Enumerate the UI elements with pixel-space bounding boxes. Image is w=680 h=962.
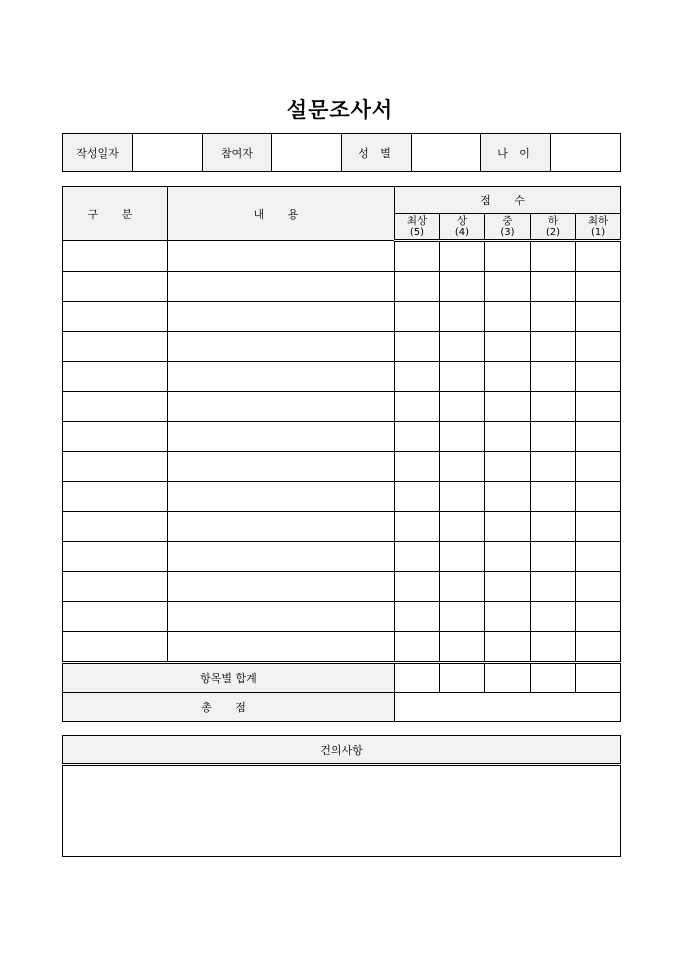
- category-cell[interactable]: [63, 512, 168, 542]
- score-cell[interactable]: [531, 632, 576, 663]
- category-cell[interactable]: [63, 452, 168, 482]
- table-row: [63, 452, 621, 482]
- table-row: [63, 482, 621, 512]
- suggestions-table: [62, 735, 621, 857]
- page-title: 설문조사서: [286, 98, 394, 122]
- score-cell[interactable]: [440, 572, 485, 602]
- score-cell[interactable]: [440, 512, 485, 542]
- score-cell[interactable]: [440, 302, 485, 332]
- score-level-header: [485, 214, 531, 241]
- score-cell[interactable]: [576, 302, 621, 332]
- score-level-label: 상: [456, 215, 468, 227]
- suggestions-field[interactable]: [63, 765, 621, 857]
- content-cell[interactable]: [168, 452, 395, 482]
- score-cell[interactable]: [485, 632, 531, 663]
- table-row: [63, 512, 621, 542]
- score-cell[interactable]: [440, 272, 485, 302]
- category-cell[interactable]: [63, 272, 168, 302]
- score-cell[interactable]: [485, 452, 531, 482]
- total-label: 총 점: [63, 693, 395, 722]
- subtotal-cell[interactable]: [531, 663, 576, 693]
- score-cell[interactable]: [531, 272, 576, 302]
- content-header: 내 용: [168, 187, 395, 241]
- score-cell[interactable]: [440, 422, 485, 452]
- table-row: [63, 362, 621, 392]
- score-cell[interactable]: [485, 602, 531, 632]
- table-row: [63, 422, 621, 452]
- content-cell[interactable]: [168, 512, 395, 542]
- score-level-label: 중: [502, 215, 513, 227]
- table-row: [63, 272, 621, 302]
- score-cell[interactable]: [395, 332, 440, 362]
- table-row: [63, 392, 621, 422]
- score-cell[interactable]: [395, 302, 440, 332]
- score-cell[interactable]: [576, 452, 621, 482]
- score-cell[interactable]: [485, 512, 531, 542]
- content-cell[interactable]: [168, 332, 395, 362]
- score-cell[interactable]: [531, 422, 576, 452]
- score-cell[interactable]: [531, 512, 576, 542]
- score-cell[interactable]: [395, 362, 440, 392]
- score-cell[interactable]: [395, 392, 440, 422]
- score-cell[interactable]: [395, 272, 440, 302]
- score-cell[interactable]: [485, 241, 531, 272]
- score-cell[interactable]: [531, 542, 576, 572]
- score-header: 점 수: [395, 187, 621, 214]
- score-cell[interactable]: [485, 422, 531, 452]
- category-cell[interactable]: [63, 602, 168, 632]
- date-label: 작성일자: [63, 134, 133, 172]
- score-cell[interactable]: [576, 392, 621, 422]
- score-cell[interactable]: [485, 392, 531, 422]
- score-cell[interactable]: [531, 482, 576, 512]
- score-cell[interactable]: [485, 482, 531, 512]
- score-level-value: (4): [454, 227, 470, 238]
- score-cell[interactable]: [576, 272, 621, 302]
- score-cell[interactable]: [531, 602, 576, 632]
- content-cell[interactable]: [168, 241, 395, 272]
- score-cell[interactable]: [440, 482, 485, 512]
- score-cell[interactable]: [440, 241, 485, 272]
- score-cell[interactable]: [576, 332, 621, 362]
- subtotal-label: 항목별 합계: [63, 663, 395, 693]
- content-cell[interactable]: [168, 632, 395, 663]
- score-cell[interactable]: [395, 512, 440, 542]
- score-cell[interactable]: [440, 602, 485, 632]
- subtotal-row: [63, 663, 621, 693]
- date-field[interactable]: [133, 134, 203, 172]
- table-row: [63, 332, 621, 362]
- category-cell[interactable]: [63, 572, 168, 602]
- score-cell[interactable]: [531, 572, 576, 602]
- content-cell[interactable]: [168, 392, 395, 422]
- score-cell[interactable]: [485, 272, 531, 302]
- score-level-header: [440, 214, 485, 241]
- table-row: [63, 542, 621, 572]
- score-cell[interactable]: [395, 422, 440, 452]
- score-level-label: 최상: [406, 215, 428, 227]
- total-row: [63, 693, 621, 722]
- score-cell[interactable]: [395, 632, 440, 663]
- score-cell[interactable]: [440, 332, 485, 362]
- score-cell[interactable]: [576, 632, 621, 663]
- score-cell[interactable]: [395, 241, 440, 272]
- content-cell[interactable]: [168, 572, 395, 602]
- info-table: [62, 133, 621, 172]
- score-cell[interactable]: [485, 362, 531, 392]
- score-level-header: [531, 214, 576, 241]
- subtotal-cell[interactable]: [395, 663, 440, 693]
- content-cell[interactable]: [168, 482, 395, 512]
- category-cell[interactable]: [63, 422, 168, 452]
- category-cell[interactable]: [63, 542, 168, 572]
- score-cell[interactable]: [395, 602, 440, 632]
- score-cell[interactable]: [485, 332, 531, 362]
- score-cell[interactable]: [485, 302, 531, 332]
- content-cell[interactable]: [168, 302, 395, 332]
- category-cell[interactable]: [63, 332, 168, 362]
- table-row: [63, 302, 621, 332]
- score-cell[interactable]: [440, 452, 485, 482]
- score-level-value: (5): [409, 227, 425, 238]
- content-cell[interactable]: [168, 362, 395, 392]
- score-cell[interactable]: [531, 392, 576, 422]
- score-cell[interactable]: [576, 602, 621, 632]
- category-cell[interactable]: [63, 482, 168, 512]
- content-cell[interactable]: [168, 602, 395, 632]
- score-cell[interactable]: [531, 302, 576, 332]
- score-cell[interactable]: [395, 452, 440, 482]
- suggestions-label: 건의사항: [63, 736, 621, 765]
- category-header: 구 분: [63, 187, 168, 241]
- score-cell[interactable]: [531, 332, 576, 362]
- score-level-label: 하: [547, 215, 559, 227]
- subtotal-cell[interactable]: [576, 663, 621, 693]
- content-cell[interactable]: [168, 272, 395, 302]
- score-level-value: (3): [500, 227, 515, 238]
- score-cell[interactable]: [576, 422, 621, 452]
- score-cell[interactable]: [440, 632, 485, 663]
- score-cell[interactable]: [440, 392, 485, 422]
- table-row: [63, 632, 621, 663]
- participant-field[interactable]: [272, 134, 342, 172]
- score-cell[interactable]: [576, 512, 621, 542]
- score-cell[interactable]: [440, 362, 485, 392]
- category-cell[interactable]: [63, 302, 168, 332]
- score-cell[interactable]: [440, 542, 485, 572]
- score-cell[interactable]: [576, 241, 621, 272]
- table-row: [63, 241, 621, 272]
- score-cell[interactable]: [395, 572, 440, 602]
- score-cell[interactable]: [485, 572, 531, 602]
- survey-table: [62, 186, 621, 722]
- content-cell[interactable]: [168, 542, 395, 572]
- score-level-value: (1): [590, 227, 606, 238]
- score-level-header: [395, 214, 440, 241]
- score-cell[interactable]: [576, 572, 621, 602]
- score-level-label: 최하: [587, 215, 609, 227]
- score-cell[interactable]: [395, 482, 440, 512]
- table-row: [63, 572, 621, 602]
- score-cell[interactable]: [485, 542, 531, 572]
- score-cell[interactable]: [576, 482, 621, 512]
- score-level-value: (2): [545, 227, 561, 238]
- category-cell[interactable]: [63, 632, 168, 663]
- gender-label: 성 별: [342, 134, 412, 172]
- score-level-header: [576, 214, 621, 241]
- gender-field[interactable]: [412, 134, 481, 172]
- category-cell[interactable]: [63, 241, 168, 272]
- score-cell[interactable]: [531, 241, 576, 272]
- total-score-cell[interactable]: [395, 693, 621, 722]
- subtotal-cell[interactable]: [485, 663, 531, 693]
- score-cell[interactable]: [395, 542, 440, 572]
- age-field[interactable]: [551, 134, 621, 172]
- score-cell[interactable]: [576, 542, 621, 572]
- score-cell[interactable]: [576, 362, 621, 392]
- category-cell[interactable]: [63, 362, 168, 392]
- age-label: 나 이: [481, 134, 551, 172]
- category-cell[interactable]: [63, 392, 168, 422]
- score-cell[interactable]: [531, 362, 576, 392]
- subtotal-cell[interactable]: [440, 663, 485, 693]
- participant-label: 참여자: [203, 134, 272, 172]
- score-cell[interactable]: [531, 452, 576, 482]
- table-row: [63, 602, 621, 632]
- content-cell[interactable]: [168, 422, 395, 452]
